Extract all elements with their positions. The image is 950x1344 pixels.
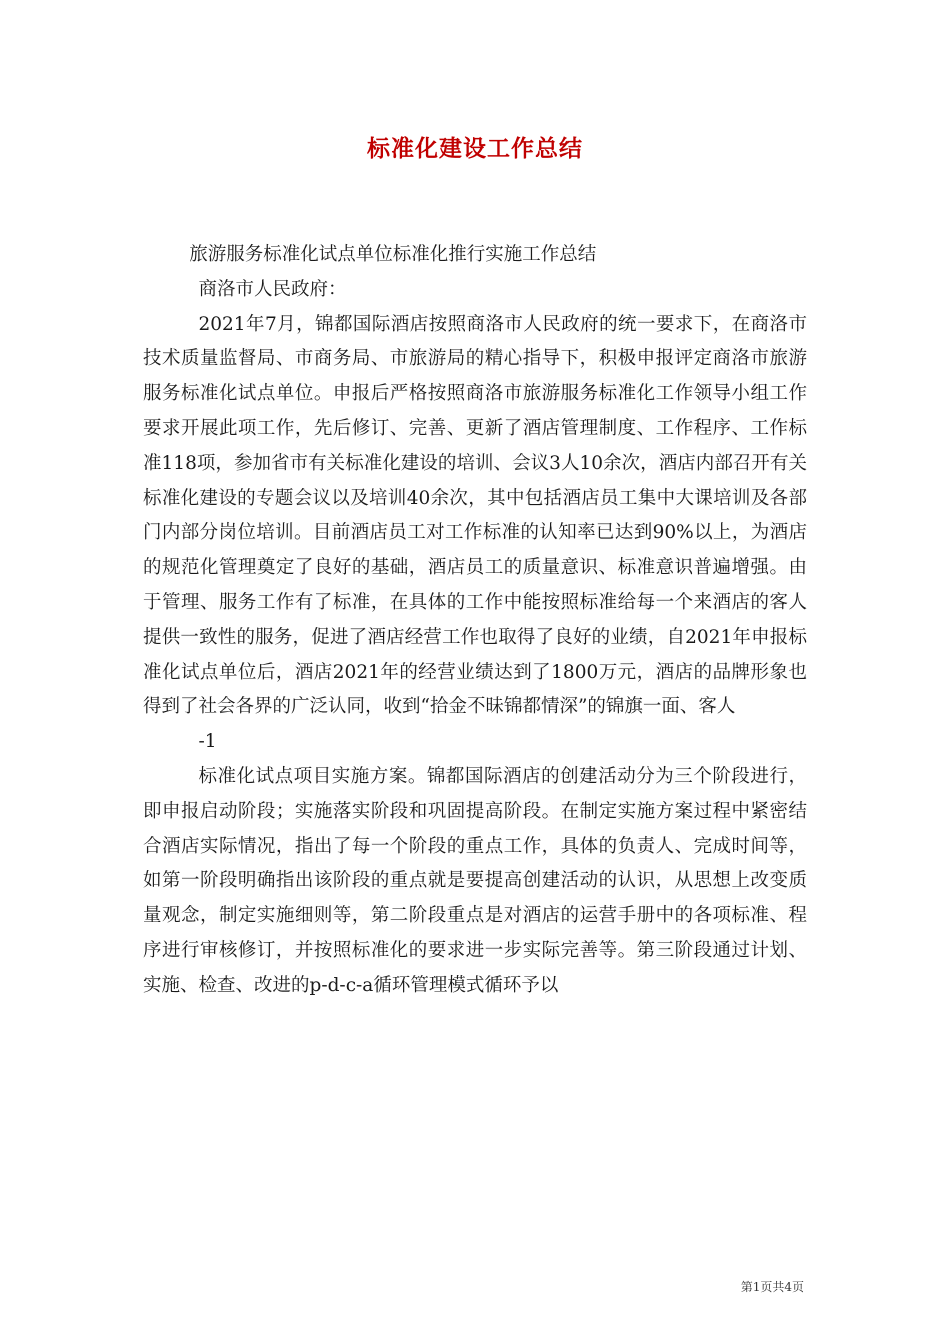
report-subtitle: 旅游服务标准化试点单位标准化推行实施工作总结: [189, 244, 597, 265]
paragraph-1: 2021年7月，锦都国际酒店按照商洛市人民政府的统一要求下，在商洛市技术质量监督局、市商务局、市旅游局的精心指导下，积极申报评定商洛市旅游服务标准化试点单位。申报后严格按照商洛市旅游服务标准化工作领导小组工作要求开展此项工作，先后修订、完善、更新了酒店管理制度、工作程序、工作标准118项，参加省市有关标准化建设的培训、会议3人10余次，酒店内部召开有关标准化建设的专题会议以及培训40余次，其中包括酒店员工集中大课培训及各部门内部分岗位培训。目前酒店员工对工作标准的认知率已达到90%以上，为酒店的规范化管理奠定了良好的基础，酒店员工的质量意识、标准意识普遍增强。由于管理、服务工作有了标准，在具体的工作中能按照标准给每一个来酒店的客人提供一致性的服务，促进了酒店经营工作也取得了良好的业绩，自2021年申报标准化试点单位后，酒店2021年的经营业绩达到了1800万元，酒店的品牌形象也得到了社会各界的广泛认同，收到“拾金不昧锦都情深”的锦旗一面、客人: [143, 313, 807, 718]
salutation: 商洛市人民政府：: [198, 278, 347, 300]
page-number: 第1页共4页: [740, 1280, 804, 1294]
document-body: [143, 238, 807, 1004]
paragraph-2: 标准化试点项目实施方案。锦都国际酒店的创建活动分为三个阶段进行，即申报启动阶段；实施落实阶段和巩固提高阶段。在制定实施方案过程中紧密结合酒店实际情况，指出了每一个阶段的重点工作，具体的负责人、完成时间等，如第一阶段明确指出该阶段的重点就是要提高创建活动的认识，从思想上改变质量观念，制定实施细则等，第二阶段重点是对酒店的运营手册中的各项标准、程序进行审核修订，并按照标准化的要求进一步实际完善等。第三阶段通过计划、实施、检查、改进的p-d-c-a循环管理模式循环予以: [143, 765, 807, 996]
page-marker: -1: [198, 731, 217, 753]
document-title: 标准化建设工作总结: [367, 135, 583, 162]
